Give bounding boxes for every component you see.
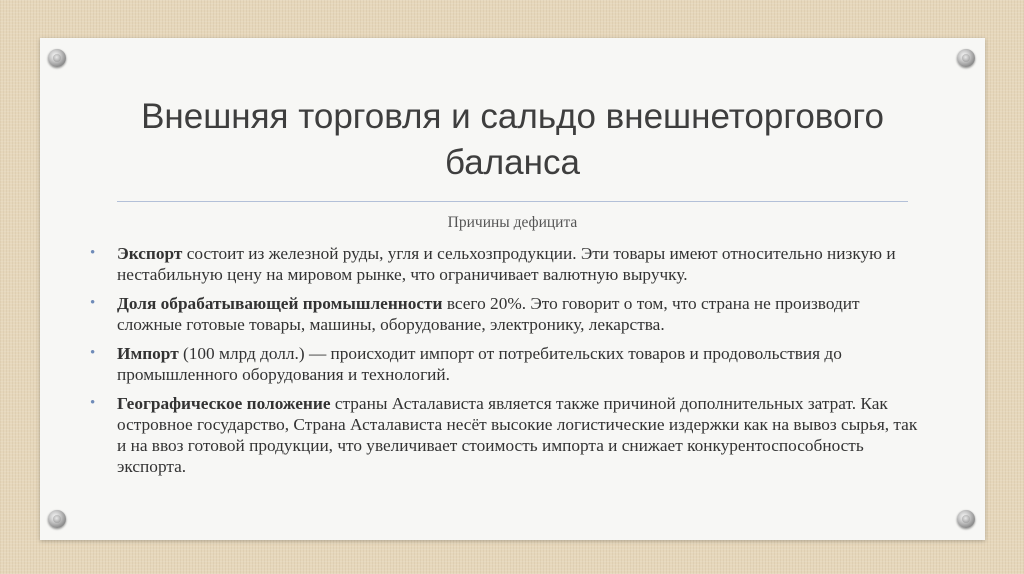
bullet-dot-icon: • bbox=[90, 345, 96, 361]
bullet-bold: Импорт bbox=[117, 344, 179, 363]
slide-subtitle: Причины дефицита bbox=[447, 214, 578, 231]
bullet-bold: Экспорт bbox=[117, 244, 183, 263]
rivet-bottom-right-icon bbox=[957, 510, 975, 528]
bullet-text: страны Асталависта является также причиной дополнительных затрат. Как островное государство, Страна Асталависта несёт высокие логистические издержки как на вывоз сырья, так и на ввоз готовой продукции, что увеличивает стоимость импорта и снижает конкурентоспособность экспорта. bbox=[117, 394, 918, 476]
rivet-top-left-icon bbox=[48, 49, 66, 67]
bullet-import bbox=[90, 343, 925, 385]
bullet-text: (100 млрд долл.) — происходит импорт от потребительских товаров и продовольствия до промышленного оборудования и технологий. bbox=[117, 344, 842, 384]
bullet-dot-icon: • bbox=[90, 395, 96, 411]
bullet-manufacturing-share bbox=[90, 293, 925, 335]
bullet-dot-icon: • bbox=[90, 295, 96, 311]
rivet-top-right-icon bbox=[957, 49, 975, 67]
bullet-list bbox=[90, 243, 925, 485]
rivet-bottom-left-icon bbox=[48, 510, 66, 528]
bullet-bold: Географическое положение bbox=[117, 394, 331, 413]
title-divider bbox=[117, 201, 908, 202]
bullet-dot-icon: • bbox=[90, 245, 96, 261]
bullet-geography bbox=[90, 393, 925, 477]
bullet-bold: Доля обрабатывающей промышленности bbox=[117, 294, 443, 313]
bullet-text: состоит из железной руды, угля и сельхозпродукции. Эти товары имеют относительно низкую и нестабильную цену на мировом рынке, что ограничивает валютную выручку. bbox=[117, 244, 896, 284]
bullet-export bbox=[90, 243, 925, 285]
slide-title: Внешняя торговля и сальдо внешнеторгового баланса bbox=[141, 97, 884, 182]
bullet-text: всего 20%. Это говорит о том, что страна не производит сложные готовые товары, машины, оборудование, электронику, лекарства. bbox=[117, 294, 860, 334]
slide bbox=[40, 38, 985, 540]
